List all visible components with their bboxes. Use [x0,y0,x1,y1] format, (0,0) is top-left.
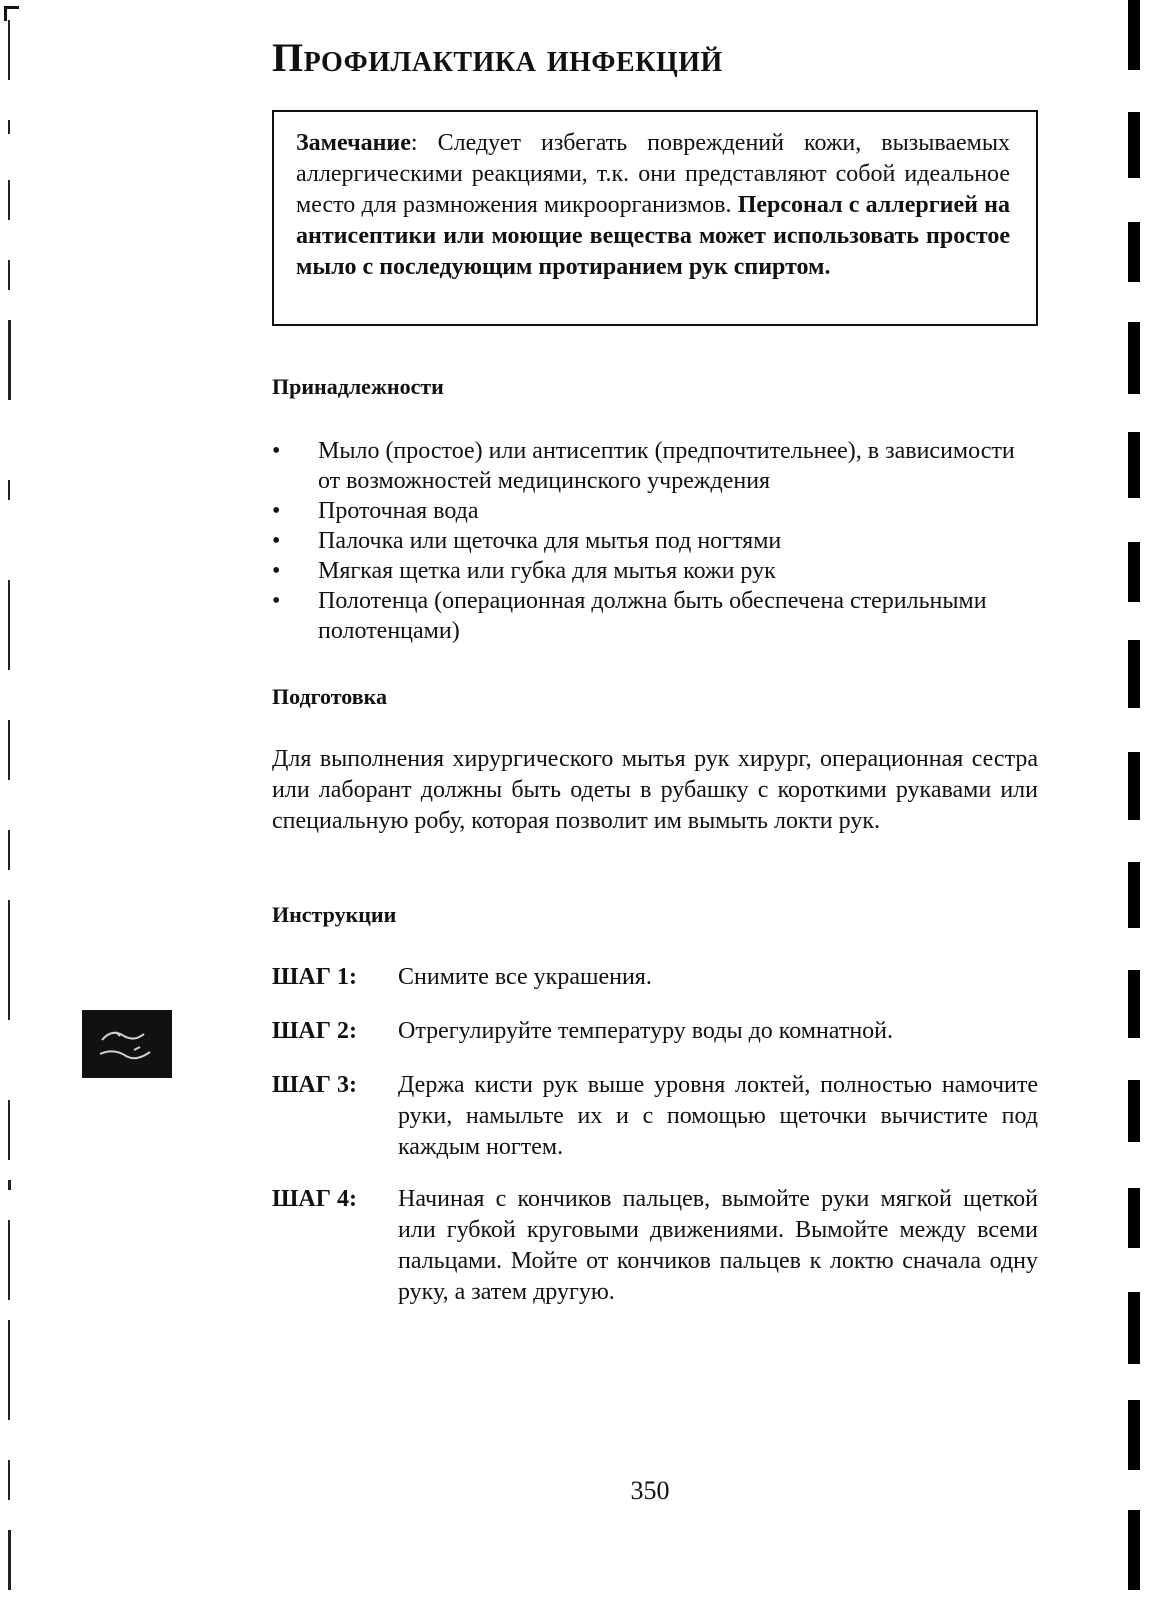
list-item: • Палочка или щеточка для мытья под ногтями [272,528,782,554]
step-label: ШАГ 2: [272,1018,357,1044]
list-item: • Проточная вода [272,498,479,524]
list-item: • Полотенца (операционная должна быть обеспечена стерильными полотенцами) [272,588,987,644]
bullet-icon: • [272,528,281,554]
preparation-text: Для выполнения хирургического мытья рук хирург, операционная сестра или лаборант должны быть одеты в рубашку с короткими рукавами или специальную робу, которая позволит им вымыть локти рук. [272,746,1038,834]
bullet-icon: • [272,588,281,614]
left-binding-edge [8,0,14,1600]
list-item: • Мягкая щетка или губка для мытья кожи рук [272,558,776,584]
list-item: • Мыло (простое) или антисептик (предпочтительнее), в зависимости от возможностей медицинского учреждения [272,438,1015,494]
note-box [272,110,1038,326]
step-text: Снимите все украшения. [398,964,652,990]
page-number: 350 [630,1476,670,1505]
supplies-heading: Принадлежности [272,374,444,399]
step-label: ШАГ 4: [272,1186,357,1212]
bullet-icon: • [272,438,281,464]
step-label: ШАГ 1: [272,964,357,990]
page-title: Профилактика инфекций [272,35,723,80]
note-label: Замечание [296,130,411,156]
step-text: Начиная с кончиков пальцев, вымойте руки мягкой щеткой или губкой круговыми движениями. Вымойте между всеми пальцами. Мойте от кончиков пальцев к локтю сначала одну руку, а затем другую. [398,1186,1038,1305]
preparation-heading: Подготовка [272,684,387,709]
note-text: : Следует избегать повреждений кожи, вызываемых аллергическими реакциями, т.к. они представляют собой идеальное место для размножения микроорганизмов. [296,130,1010,218]
right-binding-edge [1128,0,1144,1600]
note-bold-text: Персонал с аллергией на антисептики или моющие вещества может использовать простое мыло с последующим протиранием рук спиртом. [296,192,1010,280]
step-label: ШАГ 3: [272,1072,357,1098]
step-text: Держа кисти рук выше уровня локтей, полностью намочите руки, намыльте их и с помощью щеточки вычистите под каждым ногтем. [398,1072,1038,1160]
step-text: Отрегулируйте температуру воды до комнатной. [398,1018,893,1044]
bullet-icon: • [272,558,281,584]
instructions-heading: Инструкции [272,902,397,927]
bullet-icon: • [272,498,281,524]
supplies-list [272,436,1042,646]
side-thumbnail-image [82,1010,172,1078]
